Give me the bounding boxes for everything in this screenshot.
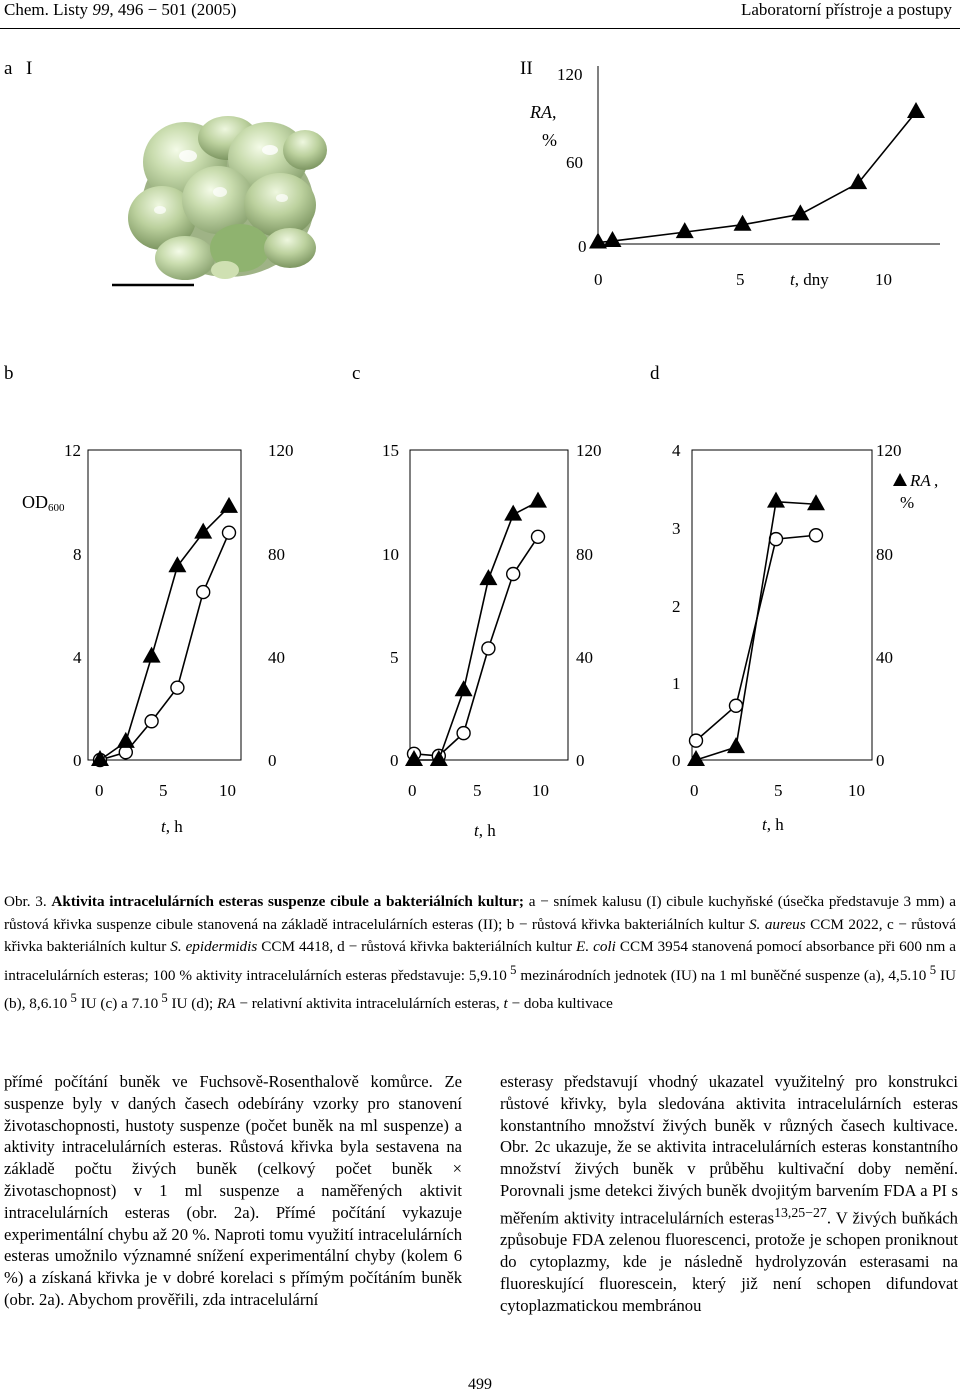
triangle-marker	[220, 497, 238, 513]
legend-triangle-marker	[893, 473, 907, 486]
caption-text: CCM 4418, d − růstová křivka bakteriálních kultur	[257, 938, 577, 955]
exponent: 5	[506, 962, 517, 977]
panel-label-a-i: I	[26, 58, 33, 79]
x-tick-label: 5	[473, 781, 482, 800]
y2-tick-label: 0	[576, 751, 585, 770]
x-tick-label: 10	[532, 781, 549, 800]
panel-label-c: c	[352, 363, 361, 384]
caption-text: a − snímek kalusu (I) cibule kuchyňské (úsečka představuje 3 mm) a růstová křivka suspenze cibule stanovená na základě intracelulárních esteras (II); b − růstová křivka bakteriálních kultur	[4, 893, 957, 933]
triangle-marker	[807, 494, 825, 510]
exponent: 5	[67, 991, 77, 1006]
x-tick-label: 5	[159, 781, 168, 800]
plot-frame	[692, 450, 872, 760]
y2-tick-label: 0	[876, 751, 885, 770]
y-axis-label: OD600	[22, 492, 65, 514]
series-line	[414, 537, 538, 756]
header-rule	[0, 28, 960, 29]
y-tick-label: 0	[672, 751, 681, 770]
panel-label-b: b	[4, 363, 14, 384]
y-tick-label: 4	[73, 648, 82, 667]
caption-title: Aktivita intracelulárních esteras suspenze cibule a bakteriálních kultur;	[51, 893, 524, 910]
x-tick-label: 10	[875, 270, 892, 289]
x-tick-label: 5	[736, 270, 745, 289]
plot-area	[405, 492, 547, 766]
caption-text: IU (b), 8,6.10	[4, 966, 956, 1013]
triangle-marker	[117, 732, 135, 748]
body-column-left: přímé počítání buněk ve Fuchsově-Rosenthalově komůrce. Ze suspenze byly v daných časech odebírány vzorky pro stanovení životaschopnosti, hustoty suspenze (počet buněk na ml suspenze) a aktivity intracelulárních esteras. Růstová křivka byla sestavena na základě počtu živých buněk (celkový počet buněk × životaschopnost) v 1 ml suspenze a naměřených aktivit intracelulárních esteras (obr. 2a). Přímé počítání vykazuje experimentální chybu až 20 %. Naproti tomu využití intracelulárních esteras umožnilo významné snížení experimentální chyby (kolem 6 %) a získaná křivka je v dobré korelaci s přímým počítáním buněk (obr. 2a). Abychom prověřili, zda intracelulární	[4, 1072, 462, 1309]
circle-marker	[507, 568, 520, 581]
chart-b	[0, 430, 310, 850]
caption-text: IU (d);	[167, 995, 218, 1013]
plot-area	[589, 102, 925, 249]
y2-tick-label: 80	[268, 545, 285, 564]
caption-text: CCM 3954 stanovená pomocí absorbance při 600 nm a intracelulárních esteras; 100 % aktivity intracelulárních esteras představuje: 5,9.10	[4, 938, 956, 984]
y-tick-label: 120	[557, 65, 583, 84]
y2-tick-label: 40	[576, 648, 593, 667]
journal-prefix: Chem. Listy	[4, 0, 93, 19]
caption-label: Obr. 3.	[4, 893, 52, 910]
y2-tick-label: 40	[876, 648, 893, 667]
y2-tick-label: 40	[268, 648, 285, 667]
x-axis-label: t, dny	[790, 270, 829, 289]
callus-body	[128, 116, 327, 280]
circle-marker	[810, 529, 823, 542]
series-line	[696, 502, 816, 760]
triangle-marker	[791, 204, 809, 220]
chart-d	[660, 430, 958, 850]
organism-name: S. aureus	[748, 915, 806, 933]
x-axis-label: t, h	[474, 821, 496, 840]
y2-tick-label: 80	[876, 545, 893, 564]
caption-text: CCM 2022, c − růstová křivka bakteriálních kultur	[4, 915, 956, 955]
x-tick-label: 0	[690, 781, 699, 800]
y-axis-unit: %	[542, 130, 557, 150]
circle-marker	[457, 727, 470, 740]
volume: 99	[92, 0, 110, 19]
y-tick-label: 3	[672, 519, 681, 538]
triangle-marker	[455, 680, 473, 696]
chart-c	[370, 430, 640, 850]
running-header-section: Laboratorní přístroje a postupy	[740, 0, 952, 19]
chart-a-ii	[520, 60, 960, 320]
triangle-marker	[767, 492, 785, 508]
x-tick-label: 10	[848, 781, 865, 800]
exponent: 5	[158, 991, 168, 1006]
circle-marker	[532, 530, 545, 543]
y-tick-label: 15	[382, 441, 399, 460]
organism-name: E. coli	[576, 938, 616, 955]
panel-label-a-ii: II	[520, 58, 533, 79]
circle-marker	[197, 586, 210, 599]
x-tick-label: 0	[95, 781, 104, 800]
x-tick-label: 0	[408, 781, 417, 800]
plot-frame	[410, 450, 568, 760]
triangle-marker	[603, 231, 621, 247]
legend-percent: %	[900, 493, 915, 512]
series-line	[100, 507, 229, 760]
circle-marker	[171, 681, 184, 694]
figure-caption	[4, 891, 956, 1016]
x-axis-label: t, h	[762, 815, 784, 834]
caption-text: − relativní aktivita intracelulárních esteras,	[235, 995, 504, 1013]
triangle-marker	[907, 102, 925, 118]
y-tick-label: 1	[672, 674, 681, 693]
y2-tick-label: 0	[268, 751, 277, 770]
plot-area	[687, 492, 825, 766]
running-header-citation	[4, 0, 236, 20]
circle-marker	[770, 533, 783, 546]
body-text: esterasy představují vhodný ukazatel využitelný pro konstrukci růstové křivky, byla sledována aktivita intracelulárních esteras konstantního množství živých buněk v různých časech kultivace. Obr. 2c ukazuje, že se aktivita intracelulárních esteras konstantního množství živých buněk v průběhu kultivační doby nemění. Porovnali jsme detekci živých buněk dvojitým barvením FDA a PI s měřením aktivity intracelulárních esteras	[500, 1072, 958, 1228]
y-tick-label: 4	[672, 441, 681, 460]
y-tick-label: 8	[73, 545, 82, 564]
triangle-marker	[676, 222, 694, 238]
organism-name: S. epidermidis	[170, 938, 258, 955]
abbrev-t: t	[503, 995, 508, 1013]
y-tick-label: 10	[382, 545, 399, 564]
caption-text: mezinárodních jednotek (IU) na 1 ml buněčné suspenze (a), 4,5.10	[516, 966, 927, 984]
body-column-right	[500, 1071, 958, 1316]
x-axis-label: t, h	[161, 817, 183, 836]
plot-area	[91, 497, 238, 767]
circle-marker	[223, 526, 236, 539]
triangle-marker	[194, 523, 212, 539]
y-tick-label: 0	[390, 751, 399, 770]
x-tick-label: 10	[219, 781, 236, 800]
triangle-marker	[479, 569, 497, 585]
y-tick-label: 5	[390, 648, 399, 667]
panel-label-d: d	[650, 363, 660, 384]
y2-tick-label: 120	[268, 441, 294, 460]
series-line	[414, 502, 538, 760]
page-number: 499	[468, 1376, 492, 1393]
citation-superscript: 13,25−27	[774, 1204, 827, 1220]
circle-marker	[690, 734, 703, 747]
y2-tick-label: 120	[876, 441, 902, 460]
legend-ra-label: RA	[910, 471, 931, 490]
plot-frame	[88, 450, 241, 760]
y-tick-label: 2	[672, 597, 681, 616]
y2-tick-label: 80	[576, 545, 593, 564]
y-tick-label: 12	[64, 441, 81, 460]
abbrev-ra: RA	[217, 995, 236, 1013]
pages: , 496 − 501 (2005)	[109, 0, 237, 19]
triangle-marker	[734, 215, 752, 231]
callus-photo	[100, 80, 340, 302]
exponent: 5	[926, 962, 937, 977]
triangle-marker	[727, 737, 745, 753]
caption-text: − doba kultivace	[507, 995, 613, 1013]
x-tick-label: 0	[594, 270, 603, 289]
triangle-marker	[504, 505, 522, 521]
circle-marker	[145, 715, 158, 728]
triangle-marker	[143, 647, 161, 663]
legend-ra-comma: ,	[934, 471, 939, 490]
caption-text: IU (c) a 7.10	[76, 995, 159, 1013]
x-tick-label: 5	[774, 781, 783, 800]
y-tick-label: 0	[578, 237, 587, 256]
circle-marker	[482, 642, 495, 655]
body-text: . V živých buňkách způsobuje FDA zelenou fluorescenci, protože je schopen proniknout do cytoplazmy, kde je následně hydrolyzován esterasami na fluoreskující fluorescein, který již není schopen difundovat cytoplazmatickou membránou	[500, 1208, 958, 1315]
y-tick-label: 0	[73, 751, 82, 770]
series-line	[696, 535, 816, 740]
circle-marker	[730, 699, 743, 712]
y-tick-label: 60	[566, 153, 583, 172]
series-line	[598, 112, 916, 243]
series-line	[100, 533, 229, 760]
y2-tick-label: 120	[576, 441, 602, 460]
y-axis-label: RA,	[530, 102, 557, 122]
panel-label-a: a	[4, 58, 13, 79]
triangle-marker	[529, 492, 547, 508]
